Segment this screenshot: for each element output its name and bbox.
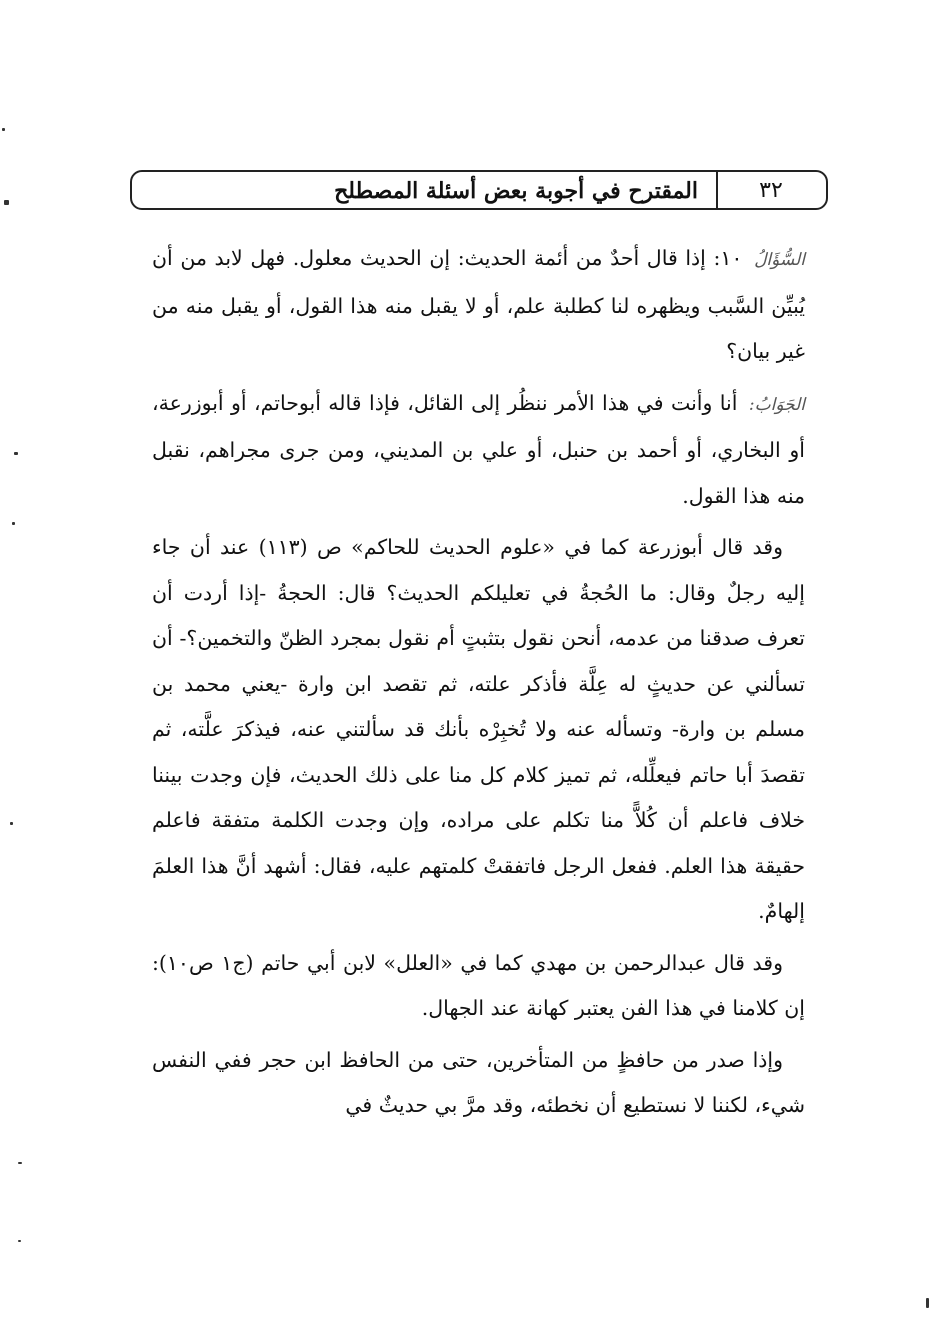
scan-speck — [18, 1240, 21, 1242]
running-header-title: المقترح في أجوبة بعض أسئلة المصطلح — [334, 178, 698, 204]
answer-text: أنا وأنت في هذا الأمر ننظُر إلى القائل، فإذا قاله أبوحاتم، أو أبوزرعة، أو البخاري، أو أحمد بن حنبل، أو علي بن المديني، ومن جرى مجراهم، نقبل منه هذا القول. — [152, 390, 805, 508]
header-divider — [716, 172, 718, 208]
answer-label: الجَوَابُ: — [748, 394, 805, 415]
question-text: ١٠: إذا قال أحدٌ من أئمة الحديث: إن الحديث معلول. فهل لابد من أن يُبيِّن السَّبب ويظهره لنا كطلبة علم، أو لا يقبل منه هذا القول، أو يقبل منه من غير بيان؟ — [152, 246, 805, 363]
scan-speck — [2, 128, 5, 131]
scan-speck — [18, 1162, 22, 1164]
answer-paragraph — [152, 381, 805, 520]
scan-speck — [14, 452, 18, 455]
body-paragraph: وقد قال عبدالرحمن بن مهدي كما في «العلل» لابن أبي حاتم (ج١ ص١٠): إن كلامنا في هذا الفن يعتبر كهانة عند الجهال. — [152, 950, 805, 1020]
running-header — [130, 170, 828, 210]
body-paragraph: وقد قال أبوزرعة كما في «علوم الحديث للحاكم» ص (١١٣) عند أن جاء إليه رجلٌ وقال: ما الحُجةُ في تعليلكم الحديث؟ قال: الحجةُ -إذا أردت أن تعرف صدقنا من عدمه، أنحن نقول بتثبتٍ أم نقول بمجرد الظنّ والتخمين؟- أن تسألني عن حديثٍ له عِلَّة فأذكر علته، ثم تقصد ابن وارة -يعني محمد بن مسلم بن وارة- وتسأله عنه ولا تُخبِرْه بأنك قد سألتني عنه، فيذكرَ علَّته، ثم تقصدَ أبا حاتم فيعلِّله، ثم تميز كلام كل منا على ذلك الحديث، فإن وجدت بيننا خلاف فاعلم أن كُلاًّ منا تكلم على مراده، وإن وجدت الكلمة متفقة فاعلم حقيقة هذا العلم. ففعل الرجل فاتفقتْ كلمتهم عليه، فقال: أشهد أنَّ هذا العلمَ إلهامٌ. — [152, 535, 805, 923]
scan-speck — [12, 522, 15, 525]
question-label: السُّؤَالُ — [754, 250, 805, 270]
scan-speck — [4, 200, 9, 205]
page-body — [152, 236, 805, 1135]
body-paragraph: وإذا صدر من حافظٍ من المتأخرين، حتى من الحافظ ابن حجر ففي النفس شيء، لكننا لا نستطيع أن نخطئه، وقد مرَّ بي حديثٌ في — [152, 1047, 805, 1117]
scan-speck — [10, 822, 13, 825]
scan-speck — [926, 1298, 929, 1308]
page-number: ٣٢ — [759, 178, 783, 203]
question-paragraph — [152, 236, 805, 375]
